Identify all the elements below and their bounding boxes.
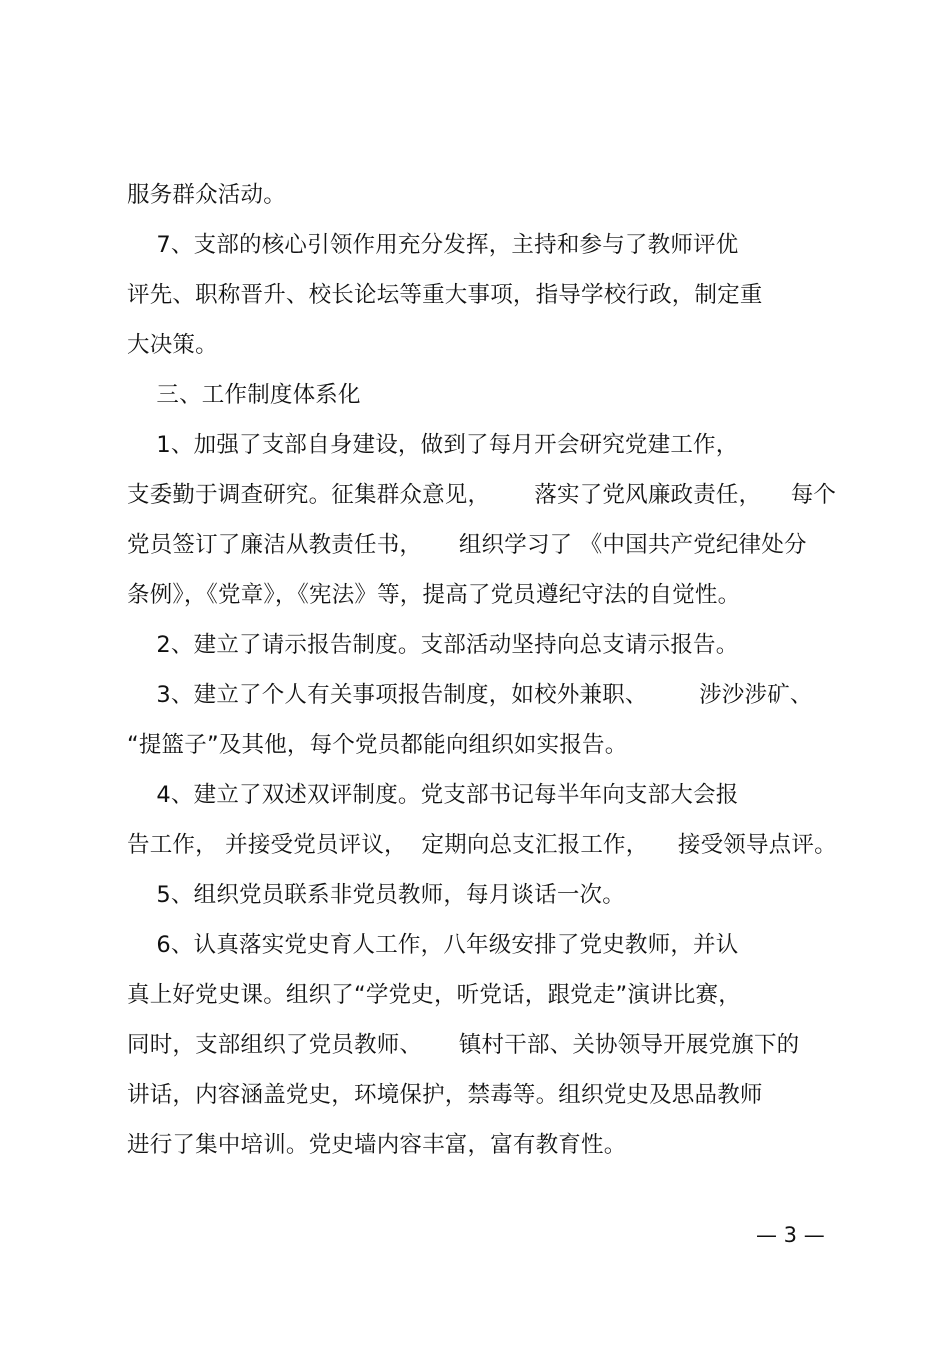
text-line: 评先、职称晋升、校长论坛等重大事项，指导学校行政，制定重 xyxy=(127,282,763,308)
text-line: 6、认真落实党史育人工作，八年级安排了党史教师，并认 xyxy=(127,932,739,958)
text-line: 同时，支部组织了党员教师、 镇村干部、关协领导开展党旗下的 xyxy=(127,1032,800,1058)
text-line: 5、组织党员联系非党员教师，每月谈话一次。 xyxy=(127,882,625,908)
page-number: — 3 — xyxy=(756,1223,825,1247)
text-line: 1、加强了支部自身建设，做到了每月开会研究党建工作， xyxy=(127,432,739,458)
section-heading: 三、工作制度体系化 xyxy=(127,382,361,408)
text-line: 2、建立了请示报告制度。支部活动坚持向总支请示报告。 xyxy=(127,632,739,658)
text-line: “提篮子”及其他，每个党员都能向组织如实报告。 xyxy=(127,732,628,758)
text-line: 大决策。 xyxy=(127,332,218,358)
text-line: 7、支部的核心引领作用充分发挥，主持和参与了教师评优 xyxy=(127,232,739,258)
text-line: 告工作， 并接受党员评议， 定期向总支汇报工作， 接受领导点评。 xyxy=(127,832,837,858)
text-line: 党员签订了廉洁从教责任书， 组织学习了 《中国共产党纪律处分 xyxy=(127,532,807,558)
text-line: 支委勤于调查研究。征集群众意见， 落实了党风廉政责任， 每个 xyxy=(127,482,837,508)
text-line: 真上好党史课。组织了“学党史，听党话，跟党走”演讲比赛， xyxy=(127,982,741,1008)
text-line: 进行了集中培训。党史墙内容丰富，富有教育性。 xyxy=(127,1132,627,1158)
text-line: 条例》，《党章》，《宪法》等，提高了党员遵纪守法的自觉性。 xyxy=(127,582,741,608)
text-line: 3、建立了个人有关事项报告制度，如校外兼职、 涉沙涉矿、 xyxy=(127,682,813,708)
text-line: 讲话，内容涵盖党史，环境保护，禁毒等。组织党史及思品教师 xyxy=(127,1082,763,1108)
text-line: 4、建立了双述双评制度。党支部书记每半年向支部大会报 xyxy=(127,782,739,808)
text-line: 服务群众活动。 xyxy=(127,182,286,208)
